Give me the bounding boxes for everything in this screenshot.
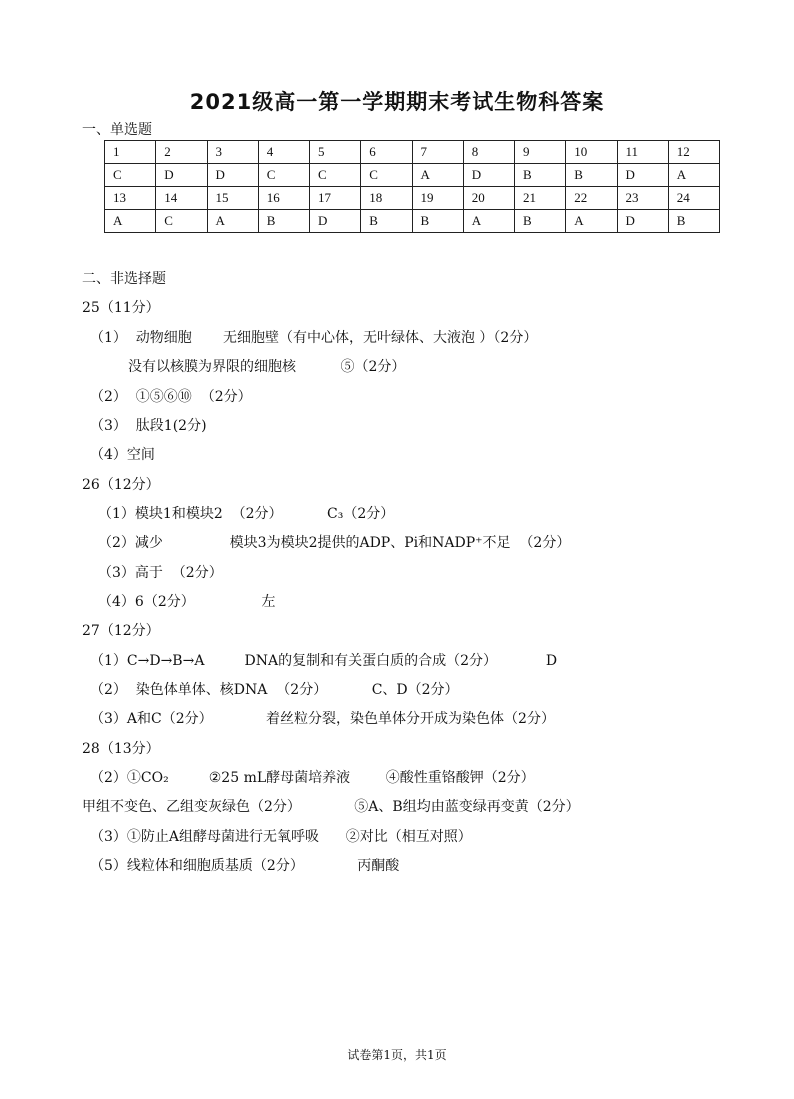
answer-cell: D	[617, 210, 668, 233]
question-number-cell: 5	[310, 141, 361, 164]
question-number-cell: 4	[258, 141, 309, 164]
question-number-cell: 11	[617, 141, 668, 164]
question-number-cell: 3	[207, 141, 258, 164]
question-number-cell: 9	[515, 141, 566, 164]
question-number-row	[105, 141, 720, 164]
question-number-cell: 8	[463, 141, 514, 164]
answer-cell: C	[156, 210, 207, 233]
answer-row	[105, 164, 720, 187]
question-number-cell: 6	[361, 141, 412, 164]
answer-cell: A	[668, 164, 719, 187]
answer-cell: A	[463, 210, 514, 233]
question-number-cell: 23	[617, 187, 668, 210]
answer-cell: D	[617, 164, 668, 187]
page-title: 2021级高一第一学期期末考试生物科答案	[189, 90, 605, 114]
question-number-cell: 1	[105, 141, 156, 164]
q25-heading: 25（11分）	[82, 300, 160, 316]
section-nonmc-heading: 二、非选择题	[82, 271, 166, 287]
answer-cell: C	[310, 164, 361, 187]
question-number-cell: 21	[515, 187, 566, 210]
question-number-cell: 17	[310, 187, 361, 210]
question-number-cell: 12	[668, 141, 719, 164]
q28-3-line: （3）①防止A组酵母菌进行无氧呼吸 ②对比（相互对照）	[90, 829, 472, 845]
answer-cell: B	[566, 164, 617, 187]
answer-cell: B	[412, 210, 463, 233]
q25-3-line: （3） 肽段1(2分)	[90, 418, 207, 434]
question-number-cell: 14	[156, 187, 207, 210]
q26-3-line: （3）高于 （2分）	[98, 565, 223, 581]
answer-cell: B	[668, 210, 719, 233]
q27-1-line: （1）C→D→B→A DNA的复制和有关蛋白质的合成（2分） D	[90, 653, 558, 669]
q28-2-cont: 甲组不变色、乙组变灰绿色（2分） ⑤A、B组均由蓝变绿再变黄（2分）	[82, 799, 580, 815]
question-number-cell: 19	[412, 187, 463, 210]
question-number-row	[105, 187, 720, 210]
answer-cell: B	[515, 210, 566, 233]
answer-cell: C	[105, 164, 156, 187]
q27-heading: 27（12分）	[82, 623, 160, 639]
answer-row	[105, 210, 720, 233]
answer-cell: A	[566, 210, 617, 233]
question-number-cell: 24	[668, 187, 719, 210]
q25-2-line: （2） ①⑤⑥⑩ （2分）	[90, 389, 252, 405]
page-footer: 试卷第1页，共1页	[347, 1048, 447, 1062]
answer-cell: D	[310, 210, 361, 233]
answer-cell: A	[207, 210, 258, 233]
q26-2-line: （2）减少 模块3为模块2提供的ADP、Pi和NADP⁺不足 （2分）	[98, 535, 571, 551]
question-number-cell: 20	[463, 187, 514, 210]
q25-1-line: （1） 动物细胞 无细胞壁（有中心体，无叶绿体、大液泡 ）（2分）	[90, 330, 538, 346]
answer-cell: B	[515, 164, 566, 187]
question-number-cell: 22	[566, 187, 617, 210]
q25-4-line: （4）空间	[90, 447, 155, 463]
answer-cell: D	[156, 164, 207, 187]
q27-3-line: （3）A和C（2分） 着丝粒分裂，染色单体分开成为染色体（2分）	[90, 711, 555, 727]
answer-cell: C	[258, 164, 309, 187]
answer-cell: D	[207, 164, 258, 187]
answer-cell: D	[463, 164, 514, 187]
question-number-cell: 15	[207, 187, 258, 210]
answer-cell: B	[361, 210, 412, 233]
question-number-cell: 18	[361, 187, 412, 210]
question-number-cell: 10	[566, 141, 617, 164]
q28-5-line: （5）线粒体和细胞质基质（2分） 丙酮酸	[90, 858, 400, 874]
question-number-cell: 16	[258, 187, 309, 210]
q28-heading: 28（13分）	[82, 741, 160, 757]
q26-4-line: （4）6（2分） 左	[98, 594, 276, 610]
question-number-cell: 7	[412, 141, 463, 164]
section-mc-heading: 一、单选题	[82, 122, 152, 138]
q27-2-line: （2） 染色体单体、核DNA （2分） C、D（2分）	[90, 682, 459, 698]
q26-1-line: （1）模块1和模块2 （2分） C₃（2分）	[98, 506, 395, 522]
q25-1-cont: 没有以核膜为界限的细胞核 ⑤（2分）	[128, 359, 406, 375]
question-number-cell: 2	[156, 141, 207, 164]
answer-cell: A	[412, 164, 463, 187]
q28-2-line: （2）①CO₂ ②25 mL酵母菌培养液 ④酸性重铬酸钾（2分）	[90, 770, 535, 786]
answer-cell: A	[105, 210, 156, 233]
question-number-cell: 13	[105, 187, 156, 210]
answer-table	[104, 140, 720, 233]
answer-cell: B	[258, 210, 309, 233]
q26-heading: 26（12分）	[82, 477, 160, 493]
answer-cell: C	[361, 164, 412, 187]
